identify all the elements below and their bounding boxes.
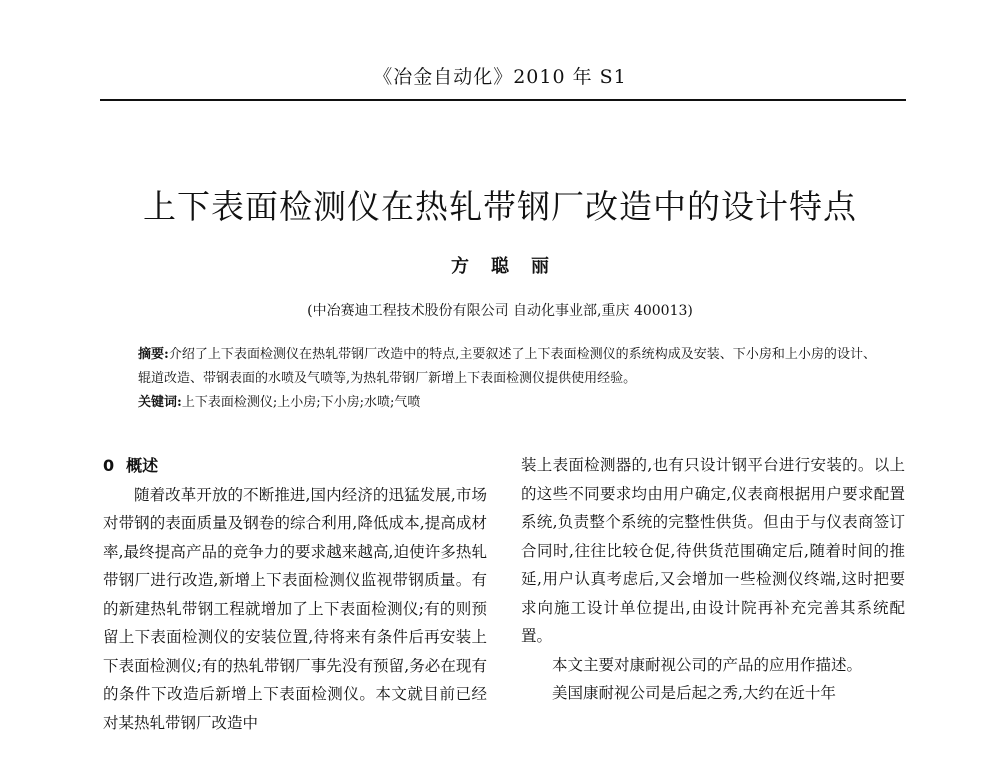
keywords-text: 上下表面检测仪;上小房;下小房;水喷;气喷 [181, 395, 421, 410]
header-rule [100, 99, 906, 101]
left-paragraph-1: 随着改革开放的不断推进,国内经济的迅猛发展,市场对带钢的表面质量及钢卷的综合利用,降低成本,提高成材率,最终提高产品的竞争力的要求越来越高,迫使许多热轧带钢厂进行改造,新增上下表面检测仪监视带钢质量。有的新建热轧带钢工程就增加了上下表面检测仪;有的则预留上下表面检测仪的安装位置,待将来有条件后再安装上下表面检测仪;有的热轧带钢厂事先没有预留,务必在现有的条件下改造后新增上下表面检测仪。本文就目前已经对某热轧带钢厂改造中 [103, 485, 487, 732]
section-title: 概述 [126, 456, 159, 475]
paper-title: 上下表面检测仪在热轧带钢厂改造中的设计特点 [143, 187, 857, 226]
section-number: 0 [103, 456, 115, 475]
abstract [138, 343, 876, 391]
keywords-label: 关键词: [138, 395, 182, 410]
left-column [103, 452, 487, 737]
keywords [138, 391, 876, 415]
affiliation: (中冶赛迪工程技术股份有限公司 自动化事业部,重庆 400013) [307, 303, 693, 319]
author: 方聪丽 [451, 256, 571, 277]
right-paragraph-2: 本文主要对康耐视公司的产品的应用作描述。 [552, 655, 863, 674]
abstract-label: 摘要: [138, 347, 169, 362]
journal-header: 《冶金自动化》2010 年 S1 [373, 66, 627, 88]
section-heading [103, 452, 487, 481]
right-column [521, 451, 905, 708]
right-paragraph-1: 装上表面检测器的,也有只设计钢平台进行安装的。以上的这些不同要求均由用户确定,仪表商根据用户要求配置系统,负责整个系统的完整性供货。但由于与仪表商签订合同时,往往比较仓促,待供货范围确定后,随着时间的推延,用户认真考虑后,又会增加一些检测仪终端,这时把要求向施工设计单位提出,由设计院再补充完善其系统配置。 [521, 456, 905, 645]
abstract-block [138, 343, 876, 415]
right-paragraph-3: 美国康耐视公司是后起之秀,大约在近十年 [552, 684, 836, 702]
abstract-text: 介绍了上下表面检测仪在热轧带钢厂改造中的特点,主要叙述了上下表面检测仪的系统构成及安装、下小房和上小房的设计、辊道改造、带钢表面的水喷及气喷等,为热轧带钢厂新增上下表面检测仪提供使用经验。 [138, 347, 876, 386]
